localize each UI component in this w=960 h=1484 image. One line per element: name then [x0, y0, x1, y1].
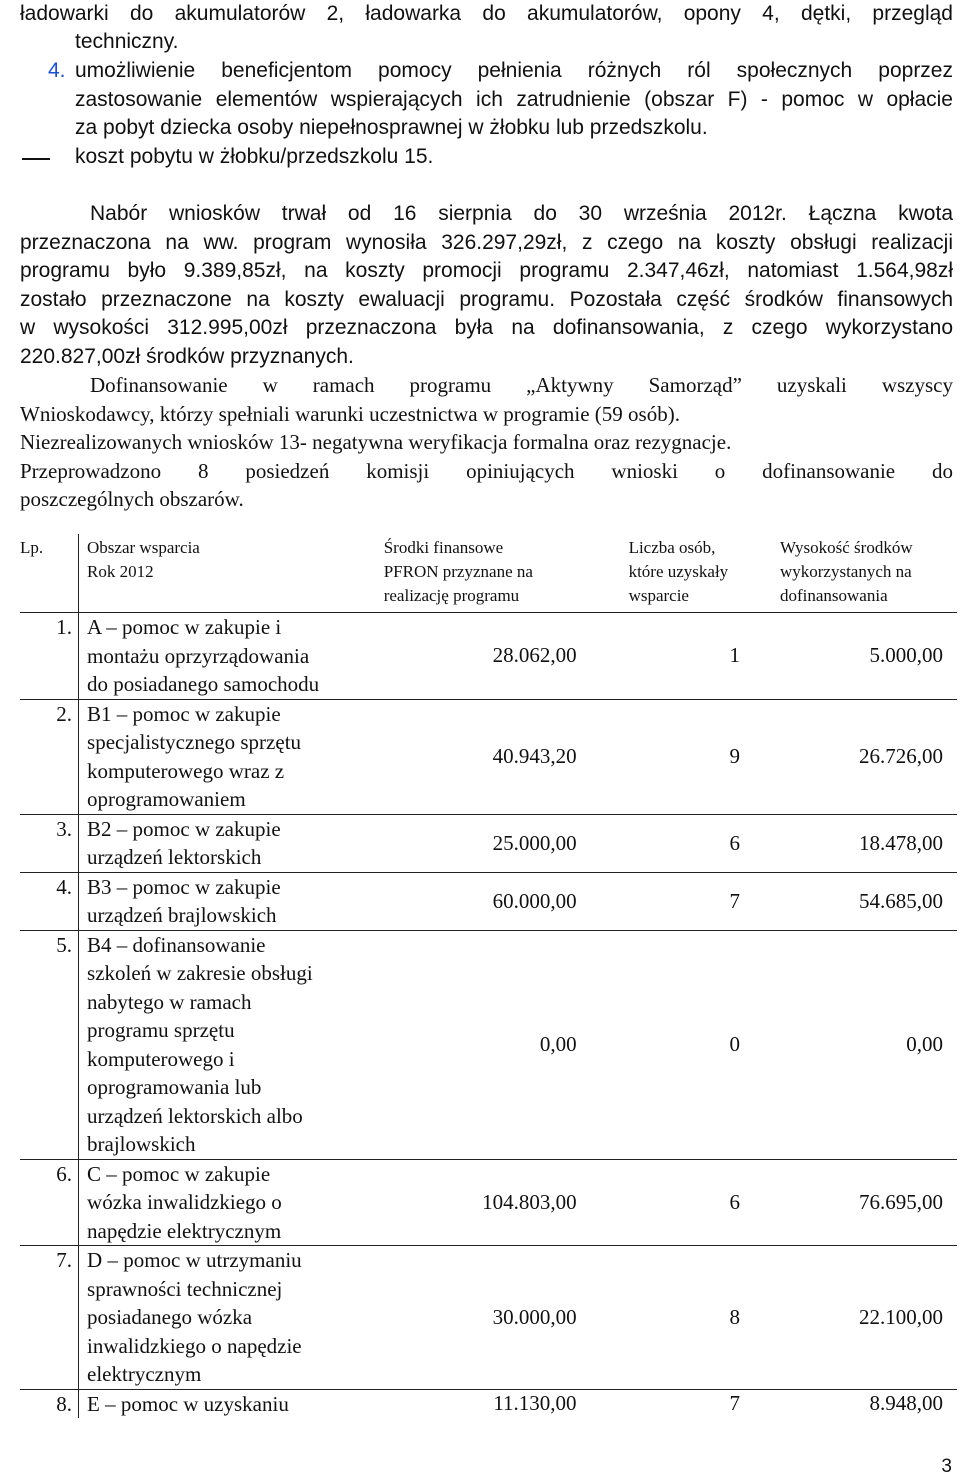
summary-p1-line-2: przeznaczona na ww. program wynosiła 326.297,29zł, z czego na koszty obsługi realizacji [20, 231, 953, 254]
row-area: D – pomoc w utrzymaniu sprawności technicznej posiadanego wózka inwalidzkiego o napędzie elektrycznym [79, 1246, 372, 1390]
row-funds: 0,00 [372, 930, 621, 1159]
table-row [20, 930, 957, 1159]
summary-p1-line-5: w wysokości 312.995,00zł przeznaczona była na dofinansowania, z czego wykorzystano [20, 316, 953, 339]
row-funds: 25.000,00 [372, 814, 621, 872]
header-count: Liczba osób, które uzyskały wsparcie [628, 538, 729, 605]
row-funds: 104.803,00 [372, 1159, 621, 1246]
intro-line-1: ładowarki do akumulatorów 2, ładowarka do akumulatorów, opony 4, dętki, przegląd [20, 2, 953, 25]
row-area: B4 – dofinansowanie szkoleń w zakresie obsługi nabytego w ramach programu sprzętu komputerowego i oprogramowania lub urządzeń lektorskich albo brajlowskich [79, 930, 372, 1159]
row-funds: 30.000,00 [372, 1246, 621, 1390]
header-amount: Wysokość środków wykorzystanych na dofinansowania [779, 538, 913, 605]
summary-p4-line-2: poszczególnych obszarów. [20, 487, 244, 511]
summary-p1-line-4: zostało przeznaczone na koszty ewaluacji programu. Pozostała część środków finansowych [20, 288, 953, 311]
row-lp: 3. [20, 814, 79, 872]
header-lp: Lp. [20, 534, 79, 613]
row-area: B1 – pomoc w zakupie specjalistycznego sprzętu komputerowego wraz z oprogramowaniem [79, 699, 372, 814]
row-count: 6 [621, 1159, 766, 1246]
row-count: 8 [621, 1246, 766, 1390]
intro-line-2: techniczny. [75, 30, 179, 53]
row-funds: 40.943,20 [372, 699, 621, 814]
list-item-4-line-1: umożliwienie beneficjentom pomocy pełnienia różnych ról społecznych poprzez [75, 59, 953, 82]
row-area: B2 – pomoc w zakupie urządzeń lektorskich [79, 814, 372, 872]
summary-p1-line-1: Nabór wniosków trwał od 16 sierpnia do 30 września 2012r. Łączna kwota [90, 202, 953, 225]
bullet-dash [22, 158, 50, 160]
row-lp: 2. [20, 699, 79, 814]
row-count: 7 [621, 1389, 766, 1418]
table-row [20, 814, 957, 872]
list-item-4-line-2: zastosowanie elementów wspierających ich zatrudnienie (obszar F) - pomoc w opłacie [75, 88, 953, 111]
row-count: 9 [621, 699, 766, 814]
row-lp: 5. [20, 930, 79, 1159]
bullet-text: koszt pobytu w żłobku/przedszkolu 15. [75, 145, 434, 168]
row-count: 0 [621, 930, 766, 1159]
table-row [20, 872, 957, 930]
row-funds: 28.062,00 [372, 613, 621, 700]
row-area: C – pomoc w zakupie wózka inwalidzkiego o napędzie elektrycznym [79, 1159, 372, 1246]
summary-p1-line-3: programu było 9.389,85zł, na koszty promocji programu 2.347,46zł, natomiast 1.564,98zł [20, 259, 953, 282]
row-amount: 54.685,00 [766, 872, 957, 930]
list-item-4-line-3: za pobyt dziecka osoby niepełnosprawnej w żłobku lub przedszkolu. [75, 116, 708, 139]
row-amount: 18.478,00 [766, 814, 957, 872]
row-funds: 60.000,00 [372, 872, 621, 930]
row-amount: 26.726,00 [766, 699, 957, 814]
row-count: 7 [621, 872, 766, 930]
table-row [20, 1159, 957, 1246]
summary-p4-line-1: Przeprowadzono 8 posiedzeń komisji opiniujących wnioski o dofinansowanie do [20, 459, 953, 483]
row-amount: 22.100,00 [766, 1246, 957, 1390]
row-area: B3 – pomoc w zakupie urządzeń brajlowskich [79, 872, 372, 930]
summary-p1-line-6: 220.827,00zł środków przyznanych. [20, 345, 354, 368]
row-area: E – pomoc w uzyskaniu [79, 1389, 372, 1418]
summary-p2-line-1: Dofinansowanie w ramach programu „Aktywny Samorząd” uzyskali wszyscy [90, 373, 953, 397]
row-area: A – pomoc w zakupie i montażu oprzyrządowania do posiadanego samochodu [79, 613, 372, 700]
row-amount: 5.000,00 [766, 613, 957, 700]
table-row [20, 613, 957, 700]
row-lp: 4. [20, 872, 79, 930]
row-amount: 8.948,00 [766, 1389, 957, 1418]
table-row [20, 699, 957, 814]
list-item-4-number: 4. [48, 59, 66, 82]
page-number: 3 [941, 1456, 952, 1477]
table-row [20, 1246, 957, 1390]
row-funds: 11.130,00 [372, 1389, 621, 1418]
summary-p3: Niezrealizowanych wniosków 13- negatywna weryfikacja formalna oraz rezygnacje. [20, 430, 732, 454]
row-count: 6 [621, 814, 766, 872]
row-lp: 1. [20, 613, 79, 700]
header-area: Obszar wsparcia Rok 2012 [87, 538, 200, 581]
table-header-row [20, 534, 957, 613]
row-lp: 7. [20, 1246, 79, 1390]
summary-p2-line-2: Wnioskodawcy, którzy spełniali warunki uczestnictwa w programie (59 osób). [20, 402, 680, 426]
header-funds: Środki finansowe PFRON przyznane na realizację programu [383, 538, 533, 605]
row-amount: 0,00 [766, 930, 957, 1159]
row-count: 1 [621, 613, 766, 700]
row-amount: 76.695,00 [766, 1159, 957, 1246]
table-row [20, 1389, 957, 1418]
funding-table [20, 534, 957, 1418]
row-lp: 8. [20, 1389, 79, 1418]
row-lp: 6. [20, 1159, 79, 1246]
